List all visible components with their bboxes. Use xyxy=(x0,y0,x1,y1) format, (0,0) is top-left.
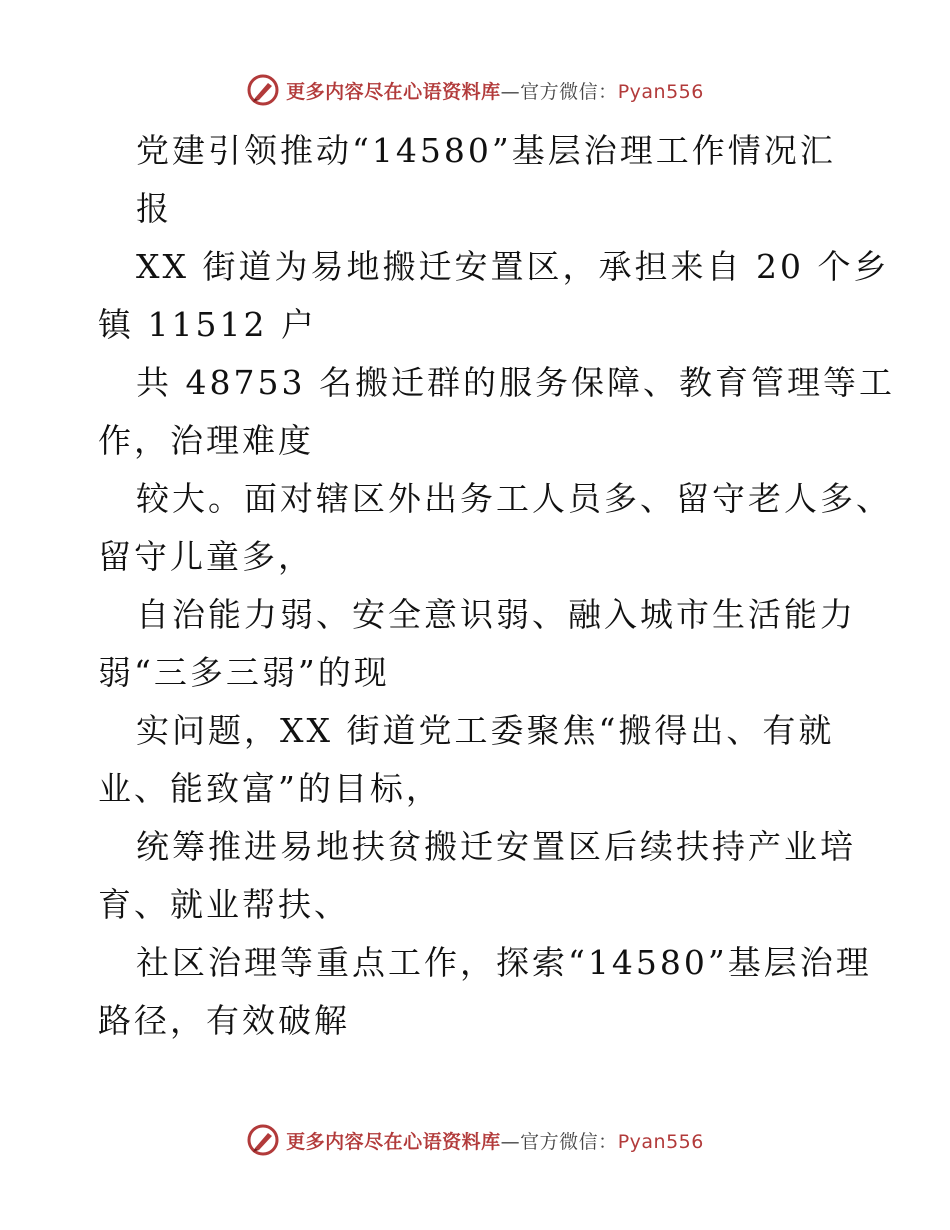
pen-logo-icon xyxy=(246,73,280,107)
text-line: 育、就业帮扶、 xyxy=(98,885,350,924)
text-line: 路径，有效破解 xyxy=(98,1001,350,1040)
text-line: 自治能力弱、安全意识弱、融入城市生活能力 xyxy=(136,595,856,634)
text-line: 统筹推进易地扶贫搬迁安置区后续扶持产业培 xyxy=(136,827,856,866)
footer-banner xyxy=(0,1120,950,1160)
banner-text xyxy=(286,1127,704,1154)
banner-contact-id: Pyan556 xyxy=(617,1130,704,1153)
text-line: 实问题，XX 街道党工委聚焦“搬得出、有就 xyxy=(136,711,835,750)
banner-contact-id: Pyan556 xyxy=(617,80,704,103)
text-line: XX 街道为易地搬迁安置区，承担来自 20 个乡 xyxy=(136,247,890,286)
pen-logo-icon xyxy=(246,1123,280,1157)
document-title-line-2: 报 xyxy=(136,189,172,228)
text-line: 共 48753 名搬迁群的服务保障、教育管理等工 xyxy=(136,363,895,402)
document-title-line-1: 党建引领推动“14580”基层治理工作情况汇 xyxy=(136,131,836,170)
banner-site-text: 更多内容尽在心语资料库 xyxy=(286,1130,501,1153)
banner-contact-label: 官方微信： xyxy=(520,80,618,103)
document-body xyxy=(98,122,895,1050)
banner-contact-label: 官方微信： xyxy=(520,1130,618,1153)
banner-separator: — xyxy=(500,80,521,103)
banner-site-text: 更多内容尽在心语资料库 xyxy=(286,80,501,103)
text-line: 较大。面对辖区外出务工人员多、留守老人多、 xyxy=(136,479,892,518)
text-line: 社区治理等重点工作，探索“14580”基层治理 xyxy=(136,943,872,982)
text-line: 作，治理难度 xyxy=(98,421,314,460)
banner-separator: — xyxy=(500,1130,521,1153)
banner-text xyxy=(286,77,704,104)
header-banner xyxy=(0,70,950,110)
text-line: 业、能致富”的目标， xyxy=(98,769,442,808)
text-line: 弱“三多三弱”的现 xyxy=(98,653,390,692)
text-line: 留守儿童多， xyxy=(98,537,314,576)
text-line: 镇 11512 户 xyxy=(98,305,317,344)
